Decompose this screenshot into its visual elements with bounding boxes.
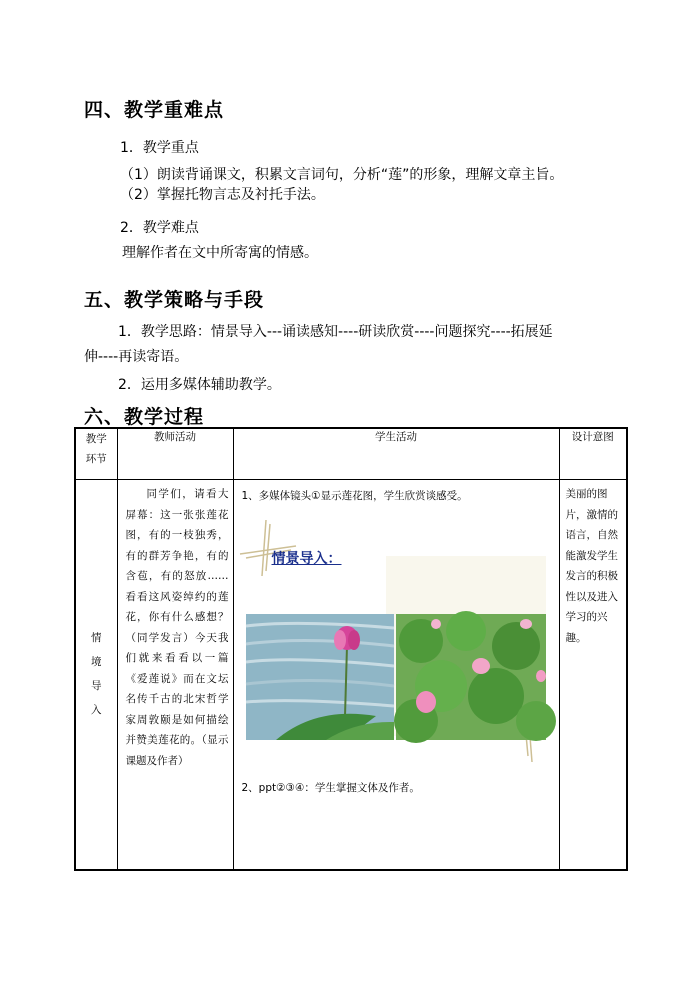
header-stage-line1: 教学	[85, 433, 107, 445]
design-intent-cell	[559, 480, 627, 870]
strategy-line-1-cont: 伸----再读寄语。	[84, 349, 189, 365]
student-step-2: 2、ppt②③④：学生掌握文体及作者。	[241, 782, 420, 794]
section5-title: 五、教学策略与手段	[84, 289, 265, 311]
difficult-point-text: 理解作者在文中所寄寓的情感。	[122, 245, 318, 261]
student-step-1: 1、多媒体镜头①显示莲花图，学生欣赏谈感受。	[241, 490, 468, 502]
difficult-points-label: 2．教学难点	[120, 220, 199, 236]
lotus-slide	[236, 516, 556, 766]
strategy-line-2: 2．运用多媒体辅助教学。	[118, 377, 281, 393]
stage-char: 情	[91, 632, 102, 645]
header-student: 学生活动	[233, 428, 559, 480]
teacher-activity-text: 同学们，请看大屏幕：这一张张莲花图，有的一枝独秀，有的群芳争艳，有的含苞，有的怒放……看看这风姿绰约的莲花，你有什么感想？（同学发言）今天我们就来看看以一篇《爱莲说》而在文坛名传千古的北宋哲学家周敦颐是如何描绘并赞美莲花的。（显示课题及作者）	[125, 488, 229, 767]
header-intent: 设计意图	[559, 428, 627, 480]
teacher-activity-cell	[117, 480, 233, 870]
slide-title: 情景导入：	[271, 551, 342, 567]
section4-title: 四、教学重难点	[84, 99, 225, 121]
section6-title: 六、教学过程	[84, 406, 205, 428]
stage-char: 入	[91, 704, 102, 717]
header-stage-line2: 环节	[85, 453, 107, 465]
student-activity-cell	[233, 480, 559, 870]
design-intent-text: 美丽的图片，激情的语言，自然能激发学生发言的积极性以及进入学习的兴趣。	[565, 488, 618, 644]
header-teacher: 教师活动	[117, 428, 233, 480]
header-stage	[75, 428, 117, 480]
strategy-line-1: 1．教学思路：情景导入---诵读感知----研读欣赏----问题探究----拓展延	[118, 324, 553, 340]
table-row	[75, 480, 627, 870]
stage-char: 境	[91, 656, 102, 669]
key-point-1: （1）朗读背诵课文，积累文言词句，分析“莲”的形象，理解文章主旨。	[120, 167, 564, 183]
stage-cell	[75, 480, 117, 870]
key-points-label: 1．教学重点	[120, 140, 199, 156]
lotus-field-photo	[394, 611, 556, 743]
stage-char: 导	[91, 680, 102, 693]
lotus-water-photo	[246, 614, 394, 740]
table-header-row	[75, 428, 627, 480]
teaching-process-table	[74, 427, 628, 871]
key-point-2: （2）掌握托物言志及衬托手法。	[120, 187, 325, 203]
